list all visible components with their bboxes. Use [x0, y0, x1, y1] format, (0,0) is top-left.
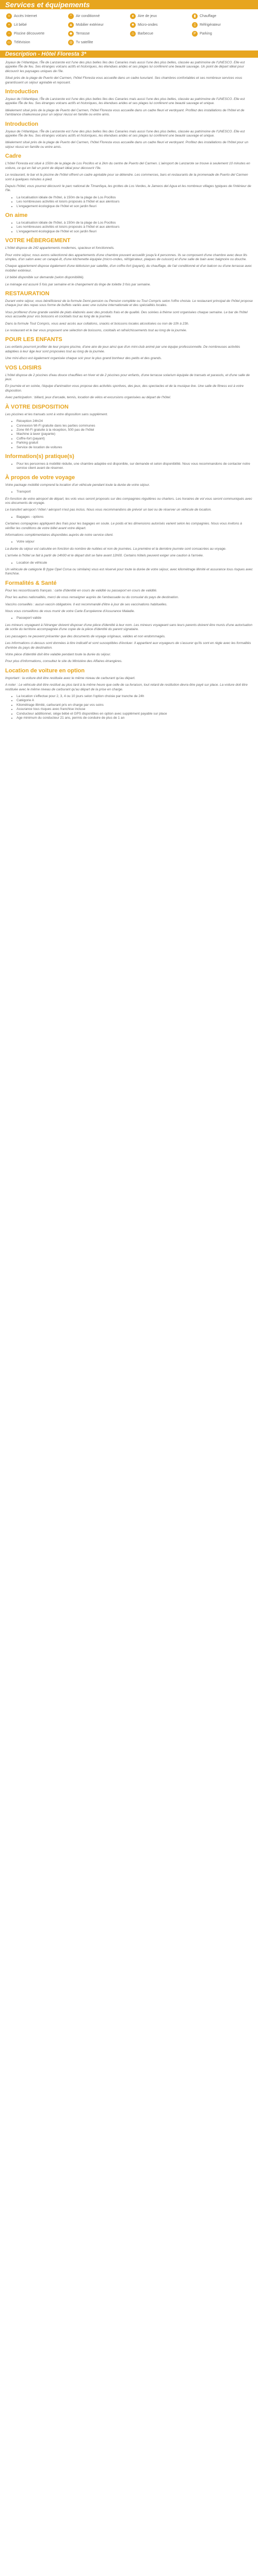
- subsection-bullet: [5, 561, 253, 565]
- satellite-icon: ◎: [68, 40, 74, 45]
- bullet-item: • Connexion Wi-Fi gratuite dans les parties communes: [17, 424, 253, 428]
- section-title: RESTAURATION: [5, 291, 50, 297]
- crib-icon: ▪: [6, 22, 12, 28]
- parking-icon: P: [192, 31, 198, 37]
- amenity-item: [6, 40, 66, 45]
- page: [0, 0, 258, 720]
- subsection-paragraph: Le transfert aéroport / hôtel / aéroport n'est pas inclus. Nous vous recommandons de prévoir un taxi ou de réserver un véhicule de location.: [5, 508, 212, 512]
- amenity-label: Terrasse: [76, 32, 90, 36]
- bullet-list: [5, 462, 253, 471]
- section-paragraph: Depuis l'hôtel, vous pourrez découvrir le parc national de Timanfaya, les grottes de Los Verdes, le Jameos del Agua et les nombreux villages typiques de l'intérieur de l'île.: [5, 184, 251, 193]
- section-paragraph: Les informations ci-dessus sont données à titre indicatif et sont susceptibles d'évoluer. Il appartient aux voyageurs de s'assurer qu'ils sont en règle avec les formalités d'entrée du pays de destination.: [5, 641, 251, 650]
- section-paragraph: L'hôtel dispose de 2 piscines d'eau douce chauffées en hiver et de 2 piscines pour enfants, d'une terrasse solarium équipée de transats et parasols, et d'une salle de jeux.: [5, 373, 250, 382]
- amenity-item: [6, 13, 66, 19]
- amenity-label: Barbecue: [138, 32, 153, 36]
- amenity-label: Parking: [200, 32, 212, 36]
- terrace-icon: ◆: [68, 31, 74, 37]
- section-paragraph: Dans la formule Tout Compris, vous avez accès aux collations, snacks et boissons locales alcoolisées ou non de 10h à 23h.: [5, 321, 189, 326]
- subsection-bullet: [5, 515, 253, 519]
- heater-icon: ▮: [192, 13, 198, 19]
- subsection-paragraph: En fonction de votre aéroport de départ, les vols vous seront proposés sur des compagnies régulières ou charters. Les horaires de vol vous seront communiqués avec vos documents de voyage.: [5, 497, 252, 505]
- amenity-label: Réfrigérateur: [200, 23, 221, 27]
- bullet-list: [5, 419, 253, 450]
- section-title: POUR LES ENFANTS: [5, 336, 62, 343]
- bullet-item: • L'engagement écologique de l'hôtel et son jardin fleuri: [17, 205, 253, 209]
- intro-paragraph: Joyaux de l'Atlantique, l'Île de Lanzarote est l'une des plus belles îles des Canaries mais aussi l'une des plus belles, classée au patrimoine de l'UNESCO. Elle est appelée l'Île de feu. Ses étranges volcans actifs et historiques, les étendues arides et ses plages lui confèrent une beauté sauvage. Un point de départ idéal pour découvrir les paysages uniques de l'île.: [5, 61, 245, 73]
- section-paragraph: Les mineurs voyageant à l'étranger doivent disposer d'une pièce d'identité à leur nom. Les mineurs voyageant sans leurs parents doivent être munis d'une autorisation de sortie du territoire accompagnée d'une copie de la pièce d'identité du parent signataire.: [5, 623, 253, 632]
- amenity-label: Accès Internet: [14, 14, 37, 18]
- bullet-item: • L'engagement écologique de l'hôtel et son jardin fleuri: [17, 230, 253, 234]
- amenity-item: [192, 13, 252, 19]
- section-paragraph: Avec participation : billard, jeux d'arcade, tennis, location de vélos et excursions organisées au départ de l'hôtel.: [5, 396, 171, 400]
- bullet-item: • Réception 24h/24: [17, 419, 253, 423]
- subsection-title: • Votre séjour: [17, 540, 253, 544]
- section-title: VOTRE HÉBERGEMENT: [5, 238, 71, 244]
- amenity-item: [192, 22, 252, 28]
- amenity-label: Lit bébé: [14, 23, 27, 27]
- section-paragraph: Votre package mobilité comprend la location d'un véhicule pendant toute la durée de votre séjour.: [5, 483, 150, 487]
- bullet-item: • Parking gratuit: [17, 441, 253, 445]
- section-paragraph: Les piscines et les transats sont à votre disposition sans supplément.: [5, 412, 108, 416]
- subsection-bullet: [5, 490, 253, 494]
- description-content: [0, 58, 258, 720]
- section-paragraph: Vous profiterez d'une grande variété de plats élaborés avec des produits frais et de qualité. Des soirées à thème sont organisées chaque semaine. Le bar de l'hôtel vous accueille pour vos boissons et cocktails tout au long de la journée.: [5, 310, 248, 319]
- services-header: [0, 0, 258, 9]
- section-paragraph: Lit bébé disponible sur demande (selon disponibilité).: [5, 276, 85, 280]
- bullet-list: [5, 694, 253, 720]
- snowflake-icon: *: [68, 13, 74, 19]
- section-paragraph: Les passagers ne peuvent présenter que des documents de voyage originaux, valides et non endommagés.: [5, 634, 166, 638]
- bullet-list: [5, 616, 253, 620]
- amenity-item: [68, 40, 128, 45]
- section-title: Introduction: [5, 121, 39, 127]
- microwave-icon: ■: [130, 22, 136, 28]
- section-paragraph: A noter : Le véhicule doit être restitué au plus tard à la même heure que celle de sa livraison, tout retard de restitution devra être payé sur place. La voiture doit être restituée avec le même niveau de carburant qu'au départ de la prise en charge.: [5, 683, 248, 691]
- amenity-item: [6, 22, 66, 28]
- section-paragraph: L'hôtel Floresta est situé à 150m de la plage de Los Pocillos et à 2km du centre de Puerto del Carmen. L'aéroport de Lanzarote se trouve à seulement 10 minutes en voiture, ce qui en fait un point de départ idéal pour découvrir l'île.: [5, 162, 250, 170]
- subsection-paragraph: La durée du séjour est calculée en fonction du nombre de nuitées et non de journées. La première et la dernière journée sont consacrées au voyage.: [5, 547, 227, 551]
- services-title: Services et équipements: [5, 1, 90, 9]
- section-paragraph: Pour votre séjour, nous avons sélectionné des appartements d'une chambre pouvant accueillir jusqu'à 4 personnes. Ils se composent d'une chambre avec deux lits simples, d'un salon avec un canapé-lit, d'une kitchenette équipée (micro-ondes, réfrigérateur, plaques de cuisson) et d'une salle de bain avec baignoire ou douche.: [5, 253, 248, 261]
- subsection-paragraph: Informations complémentaires disponibles auprès de notre service client.: [5, 533, 114, 537]
- amenity-item: [68, 31, 128, 37]
- bullet-list: [5, 196, 253, 209]
- pool-icon: ~: [6, 31, 12, 37]
- bullet-item: • Les nombreuses activités et loisirs proposés à l'hôtel et aux alentours: [17, 200, 253, 204]
- amenity-label: Chauffage: [200, 14, 217, 18]
- section-title: VOS LOISIRS: [5, 364, 42, 371]
- section-title: On aime: [5, 212, 28, 218]
- section-paragraph: Pour les autres nationalités, merci de vous renseigner auprès de l'ambassade ou du consulat du pays de destination.: [5, 596, 179, 600]
- playground-icon: ●: [130, 13, 136, 19]
- section-paragraph: Nous vous conseillons de vous munir de votre Carte Européenne d'Assurance Maladie.: [5, 609, 135, 614]
- section-paragraph: Joyaux de l'Atlantique, l'Île de Lanzarote est l'une des plus belles îles des Canaries mais aussi l'une des plus belles, classée au patrimoine de l'UNESCO. Elle est appelée l'Île de feu. Ses étranges volcans actifs et historiques, les étendues arides et ses plages lui confèrent une beauté sauvage et unique.: [5, 129, 245, 138]
- amenity-item: [6, 31, 66, 37]
- section-paragraph: Joyaux de l'Atlantique, l'Île de Lanzarote est l'une des plus belles îles des Canaries mais aussi l'une des plus belles, classée au patrimoine de l'UNESCO. Elle est appelée l'Île de feu. Ses étranges volcans actifs et historiques, les étendues arides et ses plages lui confèrent une beauté sauvage et unique.: [5, 97, 245, 106]
- section-title: Information(s) pratique(s): [5, 453, 74, 460]
- subsection-paragraph: Un véhicule de catégorie B (type Opel Corsa ou similaire) vous est réservé pour toute la durée de votre séjour, avec kilométrage illimité et assurance tous risques avec franchise.: [5, 568, 253, 576]
- bullet-item: • Les nombreuses activités et loisirs proposés à l'hôtel et aux alentours: [17, 225, 253, 229]
- amenity-label: Micro-ondes: [138, 23, 158, 27]
- amenity-label: Télévision: [14, 41, 30, 44]
- section-paragraph: Idéalement situé près de la plage de Puerto del Carmen, l'hôtel Floresta vous accueille dans un cadre fleuri et verdoyant. Profitez des installations de l'hôtel pour un séjour réussi en famille ou entre amis.: [5, 141, 249, 149]
- amenity-item: [192, 31, 252, 37]
- bullet-item: • Catégorie A: [17, 699, 253, 703]
- subsection-paragraph: L'arrivée à l'hôtel se fait à partir de 14h00 et le départ doit se faire avant 12h00. Certains hôtels peuvent exiger une caution à l'arrivée.: [5, 554, 204, 558]
- bullet-item: • La localisation idéale de l'hôtel, à 150m de la plage de Los Pocillos: [17, 221, 253, 225]
- bullet-item: • Machine à laver (payante): [17, 432, 253, 436]
- garden-furniture-icon: ▲: [68, 22, 74, 28]
- amenity-label: Tv satellite: [76, 41, 93, 44]
- section-title: Formalités & Santé: [5, 580, 57, 586]
- description-header: [0, 50, 258, 58]
- section-paragraph: Pour plus d'informations, consultez le site du Ministère des Affaires étrangères.: [5, 659, 123, 664]
- amenity-item: [68, 13, 128, 19]
- bullet-item: • Service de location de voitures: [17, 446, 253, 450]
- bullet-item: • La localisation idéale de l'hôtel, à 150m de la plage de Los Pocillos: [17, 196, 253, 200]
- bullet-item: • Assurance tous risques avec franchise incluse: [17, 707, 253, 711]
- section-paragraph: Votre pièce d'identité doit être valable pendant toute la durée du séjour.: [5, 652, 111, 656]
- amenity-label: Mobilier extérieur: [76, 23, 104, 27]
- bullet-item: • Pour les personnes à mobilité réduite, une chambre adaptée est disponible, sur demande et selon disponibilité. Nous vous recommandons de contacter notre service client avant de réserver.: [17, 462, 253, 471]
- subsection-bullet: [5, 540, 253, 544]
- section-paragraph: Une mini-disco est également organisée chaque soir pour le plus grand bonheur des petits et des grands.: [5, 357, 162, 361]
- bullet-item: • Zone Wi-Fi gratuite à la réception, 500 pas de l'hôtel: [17, 428, 253, 432]
- section-title: À propos de votre voyage: [5, 474, 75, 481]
- wifi-icon: ≈: [6, 13, 12, 19]
- section-paragraph: Important : la voiture doit être restituée avec le même niveau de carburant qu'au départ.: [5, 676, 136, 680]
- amenity-label: Air conditionné: [76, 14, 100, 18]
- bullet-item: • Passeport valide: [17, 616, 253, 620]
- tv-icon: ▭: [6, 40, 12, 45]
- section-paragraph: Vaccins conseillés : aucun vaccin obligatoire. Il est recommandé d'être à jour de ses vaccinations habituelles.: [5, 602, 168, 606]
- amenities-grid: [0, 9, 258, 49]
- subsection-title: • Transport: [17, 490, 253, 494]
- bullet-item: • La location s'effectue pour 2, 3, 4 ou 10 jours selon l'option choisie par tranche de 24h: [17, 694, 253, 699]
- intro-paragraph: Situé près de la plage de Puerto del Carmen, l'hôtel Floresta vous accueille dans un cadre luxuriant. Ses chambres confortables et ses nombreux services vous garantissent un séjour agréable et reposant.: [5, 76, 243, 84]
- section-paragraph: En journée et en soirée, l'équipe d'animation vous propose des activités sportives, des jeux, des spectacles et de la musique live. Une salle de fitness est à votre disposition.: [5, 384, 244, 393]
- amenity-item: [130, 13, 190, 19]
- section-paragraph: Le restaurant et le bar vous proposent une sélection de boissons, cocktails et rafraîchissements tout au long de la journée.: [5, 329, 187, 333]
- bullet-item: • Conducteur additionnel, siège bébé et GPS disponibles en option avec supplément payable sur place: [17, 712, 253, 716]
- barbecue-icon: ♨: [130, 31, 136, 37]
- bullet-list: [5, 221, 253, 234]
- section-paragraph: Le restaurant, le bar et la piscine de l'hôtel offrent un cadre agréable pour se détendre. Les commerces, bars et restaurants de la promenade de Puerto del Carmen sont à quelques minutes à pied.: [5, 173, 248, 181]
- section-title: Cadre: [5, 153, 22, 160]
- section-title: Introduction: [5, 89, 39, 95]
- amenity-item: [68, 22, 128, 28]
- amenity-item: [130, 22, 190, 28]
- fridge-icon: ▯: [192, 22, 198, 28]
- subsection-title: • Bagages - options: [17, 515, 253, 519]
- section-paragraph: Durant votre séjour, vous bénéficierez de la formule Demi-pension ou Pension complète ou Tout Compris selon l'offre choisie. Le restaurant principal de l'hôtel propose chaque jour des repas sous forme de buffets variés avec une cuisine internationale et des spécialités locales.: [5, 299, 253, 308]
- amenity-label: Aire de jeux: [138, 14, 157, 18]
- subsection-paragraph: Certaines compagnies appliquent des frais pour les bagages en soute. Le poids et les dimensions autorisés varient selon les compagnies. Nous vous invitons à vérifier les conditions de votre billet avant votre départ.: [5, 522, 242, 530]
- section-paragraph: L'hôtel dispose de 242 appartements modernes, spacieux et fonctionnels.: [5, 246, 115, 250]
- bullet-item: • Kilométrage illimité, carburant pris en charge par vos soins: [17, 703, 253, 707]
- section-paragraph: Chaque appartement dispose également d'une télévision par satellite, d'un coffre-fort (payant), du chauffage, de l'air conditionné et d'un balcon ou d'une terrasse avec mobilier extérieur.: [5, 264, 252, 273]
- description-title: Description - Hôtel Floresta 3*: [5, 51, 87, 57]
- bullet-item: • Age minimum du conducteur 21 ans, permis de conduire de plus de 1 an: [17, 716, 253, 720]
- section-title: Location de voiture en option: [5, 667, 85, 674]
- bullet-item: • Coffre-fort (payant): [17, 437, 253, 441]
- section-paragraph: Idéalement situé près de la plage de Puerto del Carmen, l'hôtel Floresta vous accueille dans un cadre fleuri et verdoyant. Profitez des installations de l'hôtel et de l'ambiance chaleureuse pour un séjour réussi en famille ou entre amis.: [5, 108, 245, 117]
- subsection-title: • Location de véhicule: [17, 561, 253, 565]
- amenity-label: Piscine découverte: [14, 32, 45, 36]
- section-title: À VOTRE DISPOSITION: [5, 403, 69, 410]
- section-paragraph: Les enfants pourront profiter de leur propre piscine, d'une aire de jeux ainsi que d'un mini-club animé par une équipe professionnelle. De nombreuses activités adaptées à leur âge leur sont proposées tout au long de la journée.: [5, 345, 240, 353]
- amenity-item: [130, 31, 190, 37]
- section-paragraph: Pour les ressortissants français : carte d'identité en cours de validité ou passeport en cours de validité.: [5, 588, 157, 592]
- section-paragraph: Le ménage est assuré 5 fois par semaine et le changement du linge de toilette 3 fois par semaine.: [5, 282, 151, 286]
